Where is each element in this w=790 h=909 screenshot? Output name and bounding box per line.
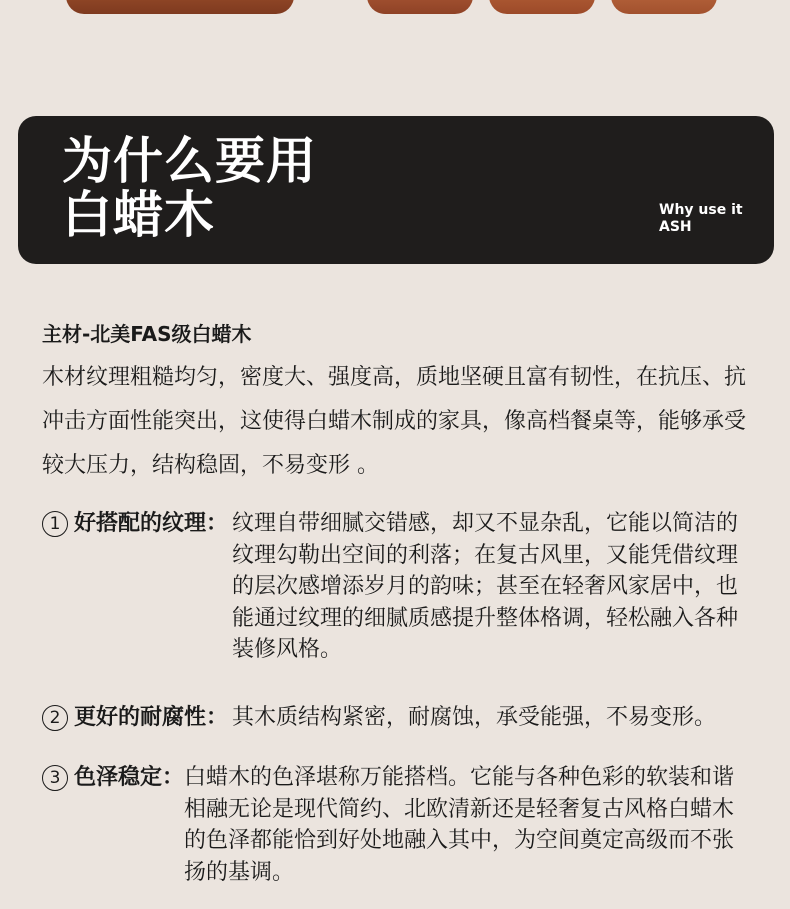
feature-label: 更好的耐腐性： bbox=[74, 705, 229, 730]
circled-number: 3 bbox=[42, 765, 68, 791]
material-description: 木材纹理粗糙均匀，密度大、强度高，质地坚硬且富有韧性，在抗压、抗冲击方面性能突出，这使得白蜡木制成的家具，像高档餐桌等，能够承受较大压力，结构稳固，不易变形 。 bbox=[42, 365, 747, 478]
banner-subtitle-line: ASH bbox=[659, 219, 692, 235]
material-heading: 主材-北美FAS级白蜡木 bbox=[42, 322, 252, 346]
wood-swatch-image bbox=[611, 0, 717, 14]
feature-label: 色泽稳定： bbox=[74, 765, 185, 790]
circled-number: 1 bbox=[42, 511, 68, 537]
wood-swatch-image bbox=[367, 0, 473, 14]
feature-label: 好搭配的纹理： bbox=[74, 511, 229, 536]
wood-swatches-strip bbox=[0, 0, 790, 50]
wood-swatch-image bbox=[489, 0, 595, 14]
feature-text: 纹理自带细腻交错感，却又不显杂乱，它能以简洁的纹理勾勒出空间的利落；在复古风里，又能凭借纹理的层次感增添岁月的韵味；甚至在轻奢风家居中，也能通过纹理的细腻质感提升整体格调，轻松融入各种装修风格。 bbox=[232, 511, 739, 663]
banner-subtitle bbox=[659, 202, 743, 236]
feature-text: 其木质结构紧密，耐腐蚀，承受能强，不易变形。 bbox=[232, 705, 717, 730]
title-banner bbox=[18, 116, 774, 264]
banner-title-line: 为什么要用 bbox=[62, 132, 317, 190]
feature-text: 白蜡木的色泽堪称万能搭档。它能与各种色彩的软装和谐相融无论是现代简约、北欧清新还是轻奢复古风格白蜡木的色泽都能恰到好处地融入其中，为空间奠定高级而不张扬的基调。 bbox=[184, 765, 735, 885]
banner-title-line: 白蜡木 bbox=[62, 186, 215, 244]
circled-number: 2 bbox=[42, 705, 68, 731]
banner-subtitle-line: Why use it bbox=[659, 202, 743, 218]
banner-title bbox=[62, 134, 317, 242]
wood-swatch-image bbox=[66, 0, 294, 14]
